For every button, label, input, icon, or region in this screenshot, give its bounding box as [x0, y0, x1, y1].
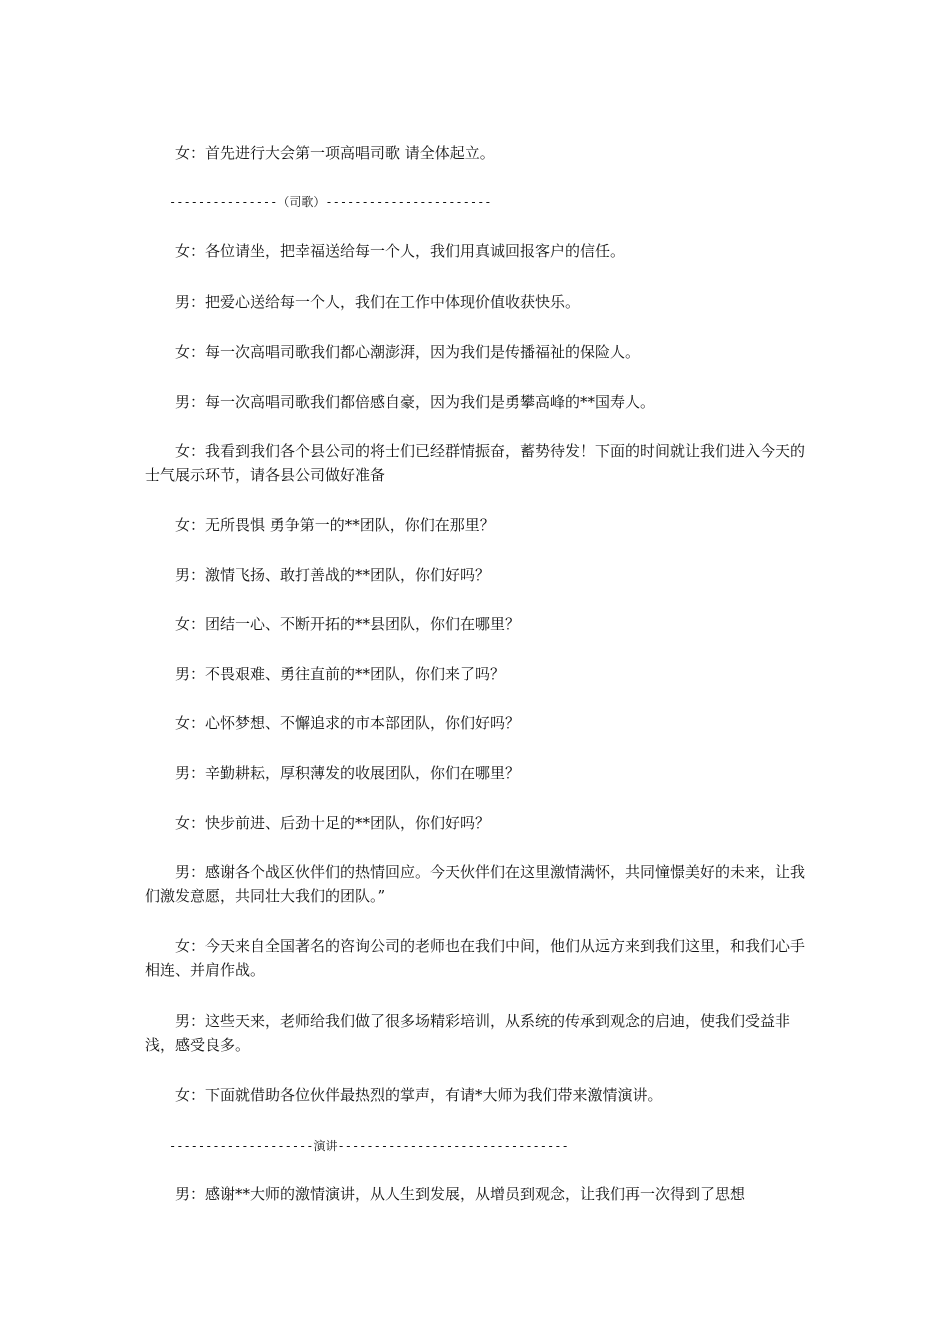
paragraph-11: 男：不畏艰难、勇往直前的**团队，你们来了吗？	[175, 665, 506, 683]
paragraph-12: 女：心怀梦想、不懈追求的市本部团队，你们好吗？	[175, 714, 521, 732]
paragraph-8: 女：无所畏惧 勇争第一的**团队，你们在那里？	[175, 516, 495, 534]
paragraph-18: 女：下面就借助各位伙伴最热烈的掌声，有请*大师为我们带来激情演讲。	[175, 1086, 663, 1104]
paragraph-14: 女：快步前进、后劲十足的**团队，你们好吗？	[175, 814, 491, 832]
paragraph-4: 男：把爱心送给每一个人，我们在工作中体现价值收获快乐。	[175, 293, 581, 311]
paragraph-16: 女：今天来自全国著名的咨询公司的老师也在我们中间，他们从远方来到我们这里，和我们心手相连、并肩作战。	[145, 937, 806, 979]
separator-sige: ---------------（司歌）-----------------------	[169, 195, 492, 209]
paragraph-7: 女：我看到我们各个县公司的将士们已经群情振奋，蓄势待发！下面的时间就让我们进入今天的士气展示环节，请各县公司做好准备	[145, 442, 806, 484]
paragraph-9: 男：激情飞扬、敢打善战的**团队，你们好吗？	[175, 566, 491, 584]
paragraph-3: 女：各位请坐，把幸福送给每一个人，我们用真诚回报客户的信任。	[175, 242, 626, 260]
paragraph-15: 男：感谢各个战区伙伴们的热情回应。今天伙伴们在这里激情满怀，共同憧憬美好的未来，让我们激发意愿，共同壮大我们的团队。”	[145, 863, 806, 905]
paragraph-1: 女：首先进行大会第一项高唱司歌 请全体起立。	[175, 144, 495, 162]
paragraph-6: 男：每一次高唱司歌我们都倍感自豪，因为我们是勇攀高峰的**国寿人。	[175, 393, 656, 411]
paragraph-13: 男：辛勤耕耘，厚积薄发的收展团队，你们在哪里？	[175, 764, 521, 782]
paragraph-10: 女：团结一心、不断开拓的**县团队，你们在哪里？	[175, 615, 521, 633]
separator-yanjiang: --------------------演讲--------------------------------	[169, 1139, 569, 1153]
paragraph-20: 男：感谢**大师的激情演讲，从人生到发展，从增员到观念，让我们再一次得到了思想	[175, 1185, 746, 1203]
paragraph-17: 男：这些天来，老师给我们做了很多场精彩培训，从系统的传承到观念的启迪，使我们受益非浅，感受良多。	[145, 1012, 791, 1054]
paragraph-5: 女：每一次高唱司歌我们都心潮澎湃，因为我们是传播福祉的保险人。	[175, 343, 641, 361]
